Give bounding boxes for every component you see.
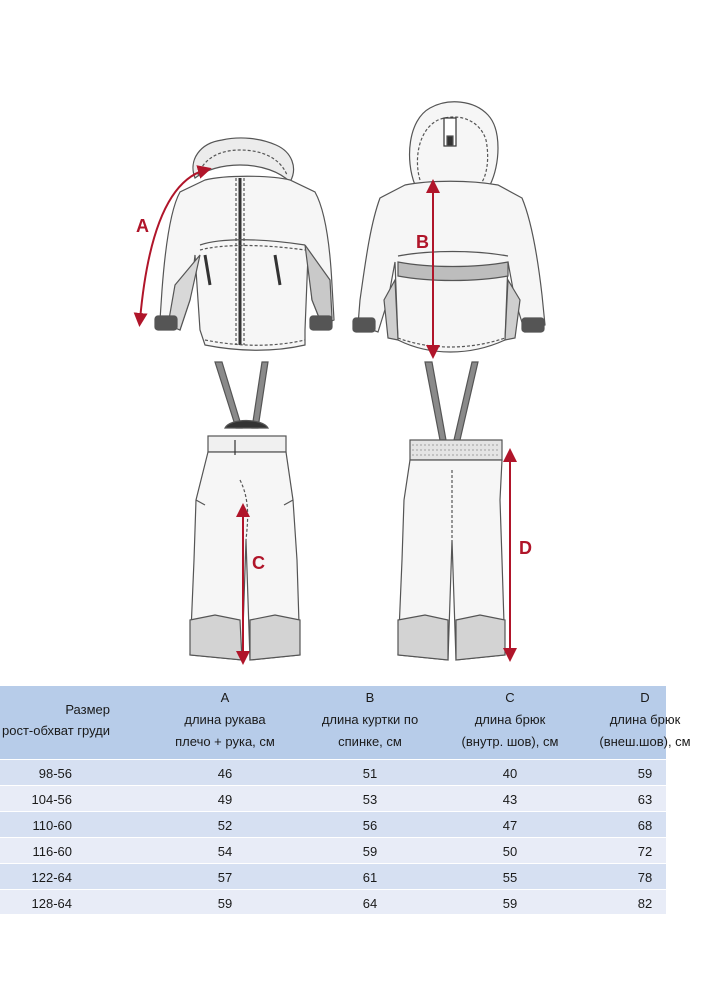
col-b-letter: B (365, 690, 375, 705)
col-b-line1: длина куртки по (321, 712, 419, 727)
value-b: 61 (362, 870, 378, 885)
value-c: 50 (502, 844, 518, 859)
value-a: 46 (217, 766, 233, 781)
value-b: 51 (362, 766, 378, 781)
label-c: C (252, 553, 265, 573)
pants-front (190, 362, 300, 660)
value-d: 78 (637, 870, 653, 885)
col-a-letter: A (220, 690, 230, 705)
table-row (0, 760, 666, 785)
value-b: 56 (362, 818, 378, 833)
size-cell: 128-64 (31, 896, 72, 911)
value-d: 82 (637, 896, 653, 911)
value-c: 43 (502, 792, 518, 807)
value-d: 63 (637, 792, 653, 807)
size-table (0, 686, 691, 914)
col-b-line2: спинке, см (338, 734, 402, 749)
table-row (0, 890, 666, 914)
value-a: 52 (217, 818, 233, 833)
value-c: 40 (502, 766, 518, 781)
col-c-letter: C (505, 690, 515, 705)
value-b: 53 (362, 792, 378, 807)
col-d-line1: длина брюк (609, 712, 681, 727)
label-a: A (136, 216, 149, 236)
value-a: 57 (217, 870, 233, 885)
table-row (0, 864, 666, 889)
col-c-line1: длина брюк (474, 712, 546, 727)
jacket-front (155, 138, 334, 350)
col-d-letter: D (640, 690, 650, 705)
value-b: 64 (362, 896, 378, 911)
label-b: B (416, 232, 429, 252)
col-a-line1: длина рукава (184, 712, 266, 727)
size-cell: 104-56 (31, 792, 72, 807)
value-a: 59 (217, 896, 233, 911)
pants-back (398, 362, 505, 660)
col-d-line2: (внеш.шов), см (599, 734, 691, 749)
value-a: 49 (217, 792, 233, 807)
value-d: 72 (637, 844, 653, 859)
table-header (0, 686, 691, 759)
size-title: Размер (65, 702, 110, 717)
value-b: 59 (362, 844, 378, 859)
value-d: 68 (637, 818, 653, 833)
value-d: 59 (637, 766, 653, 781)
size-cell: 98-56 (38, 766, 72, 781)
size-cell: 122-64 (31, 870, 72, 885)
value-c: 47 (502, 818, 518, 833)
col-c-line2: (внутр. шов), см (461, 734, 559, 749)
value-c: 55 (502, 870, 518, 885)
size-subtitle: рост-обхват груди (2, 723, 110, 738)
size-cell: 110-60 (32, 818, 72, 833)
jacket-back (353, 102, 545, 352)
label-d: D (519, 538, 532, 558)
table-row (0, 812, 666, 837)
value-a: 54 (217, 844, 233, 859)
value-c: 59 (502, 896, 518, 911)
table-row (0, 838, 666, 863)
size-cell: 116-60 (32, 844, 72, 859)
table-row (0, 786, 666, 811)
col-a-line2: плечо + рука, см (175, 734, 275, 749)
